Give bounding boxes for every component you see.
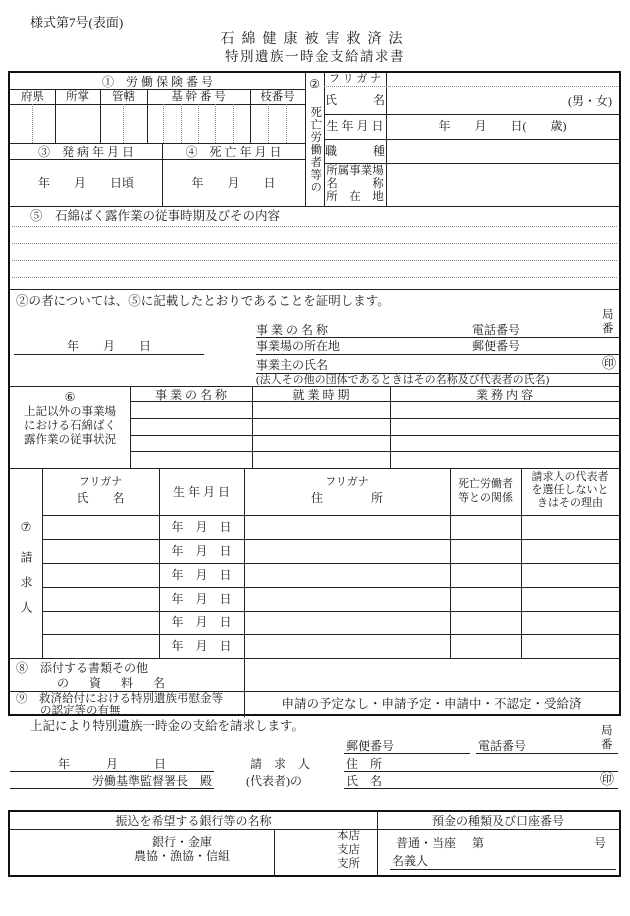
bank-table-header-left: 振込を希望する銀行等の名称 xyxy=(115,814,272,828)
claimant-label-1: 請 求 人 xyxy=(250,757,311,771)
application-status-options: 申請の予定なし・申請予定・申請中・不認定・受給済 xyxy=(281,697,582,711)
line xyxy=(10,658,619,659)
claimant-col-address: 住 所 xyxy=(310,491,383,505)
claimant-col-addr-furigana: フリガナ xyxy=(325,476,369,488)
kyoku-label: 局 xyxy=(602,309,614,321)
deceased-worker-side-label xyxy=(305,97,324,203)
death-date-title: ④ 死 亡 年 月 日 xyxy=(185,145,282,159)
base-number-field xyxy=(147,104,250,143)
postal-label: 郵便番号 xyxy=(346,739,395,753)
line xyxy=(10,159,305,160)
seal-mark: ㊞ xyxy=(602,357,616,372)
write-line xyxy=(344,753,470,754)
claimant-row-date: 年 月 日 xyxy=(171,544,232,558)
onset-date-title: ③ 発 病 年 月 日 xyxy=(37,145,134,159)
branch-number-field xyxy=(250,104,305,143)
ban-label: 番 xyxy=(602,323,614,335)
col-header-kankatsu: 管轄 xyxy=(112,91,135,103)
other-workplace-section-number: ⑥ xyxy=(64,390,76,404)
claimant-col-furigana: フリガナ xyxy=(78,476,123,488)
claimant-side-label-text: 請求人 xyxy=(19,550,33,626)
phone-label: 電話番号 xyxy=(478,739,527,753)
account-holder-label: 名義人 xyxy=(392,854,429,868)
relief-benefit-label-2: の認定等の有無 xyxy=(40,705,121,717)
write-line xyxy=(344,788,618,789)
line xyxy=(42,563,619,564)
digit-box xyxy=(147,104,163,143)
attached-documents-label-1: ⑧ 添付する書類その他 xyxy=(16,661,149,675)
col-header-jurisdiction-office: 所掌 xyxy=(66,91,89,103)
line xyxy=(324,163,619,164)
line xyxy=(324,139,619,140)
line xyxy=(10,468,619,469)
relief-benefit-label-1: ⑨ 救済給付における特別遺族弔慰金等 xyxy=(16,693,223,705)
line xyxy=(10,89,305,90)
digit-box xyxy=(10,104,32,143)
claimant-col-reason-1: 請求人の代表者 xyxy=(531,471,609,483)
digit-box xyxy=(163,104,180,143)
claimant-col-reason-2: を選任しないと xyxy=(531,484,609,496)
write-line xyxy=(344,771,618,772)
write-line xyxy=(10,771,214,772)
workplace-label-2: 名 称 xyxy=(326,178,384,190)
digit-box xyxy=(286,104,305,143)
claimant-col-reason-3: きはその理由 xyxy=(537,497,603,509)
line xyxy=(42,611,619,612)
bank-type-options-2: 農協・漁協・信組 xyxy=(133,849,230,863)
request-statement: 上記により特別遺族一時金の支給を請求します。 xyxy=(30,719,305,733)
writing-line xyxy=(12,277,617,278)
attached-documents-label-2: の 資 料 名 xyxy=(57,676,170,690)
occupation-label: 職 種 xyxy=(324,144,385,158)
claimant-row-date: 年 月 日 xyxy=(171,615,232,629)
deceased-worker-section-number: ② xyxy=(309,77,320,91)
main-form-table xyxy=(8,71,621,716)
other-workplace-label-1: 上記以外の事業場 xyxy=(24,406,116,418)
col-header-branch-number: 枝番号 xyxy=(260,91,295,103)
claimant-col-name: 氏 名 xyxy=(76,491,125,505)
labor-insurance-number-title: ① 労 働 保 険 番 号 xyxy=(101,75,213,89)
address-label: 住 所 xyxy=(346,757,383,771)
kankatsu-number-field xyxy=(100,104,147,143)
line xyxy=(10,206,619,207)
postal-label: 郵便番号 xyxy=(472,339,521,353)
certification-statement: ②の者については、⑤に記載したとおりであることを証明します。 xyxy=(16,294,390,308)
workplace-label-3: 所 在 地 xyxy=(326,191,384,203)
writing-line xyxy=(12,260,617,261)
other-workplace-label-3: 露作業の従事状況 xyxy=(24,434,116,446)
digit-box xyxy=(268,104,287,143)
labor-standards-office-label: 労働基準監督署長 殿 xyxy=(91,774,212,788)
digit-box xyxy=(55,104,100,143)
claimant-col-relation-2: 等との関係 xyxy=(458,492,513,504)
branch-option-1: 本店 xyxy=(337,830,360,842)
col-header-work-detail: 業 務 内 容 xyxy=(475,388,533,402)
claimant-col-birthdate: 生 年 月 日 xyxy=(172,485,230,499)
account-number-dai: 第 xyxy=(472,836,485,850)
prefecture-number-field xyxy=(10,104,55,143)
col-header-business-name: 事 業 の 名 称 xyxy=(154,388,227,402)
line xyxy=(130,451,619,452)
line xyxy=(10,143,305,144)
asbestos-exposure-title: ⑤ 石綿ばく露作業の従事時期及びその内容 xyxy=(30,209,281,223)
seal-mark: ㊞ xyxy=(600,773,614,788)
digit-box xyxy=(100,104,123,143)
claimant-row-date: 年 月 日 xyxy=(171,568,232,582)
write-line xyxy=(14,354,204,355)
write-line xyxy=(10,788,214,789)
col-header-prefecture: 府県 xyxy=(21,91,44,103)
line xyxy=(10,386,619,387)
writing-line xyxy=(12,226,617,227)
digit-box xyxy=(215,104,232,143)
line xyxy=(130,418,619,419)
digit-box xyxy=(198,104,215,143)
workplace-label-1: 所属事業場 xyxy=(326,165,384,177)
furigana-label: フ リ ガ ナ xyxy=(328,73,382,85)
bank-transfer-table xyxy=(8,810,621,877)
branch-option-3: 支所 xyxy=(337,858,360,870)
birthdate-field: 年 月 日( 歳) xyxy=(438,119,567,133)
line xyxy=(324,86,619,87)
col-header-base-number: 基 幹 番 号 xyxy=(171,91,226,103)
claimant-row-date: 年 月 日 xyxy=(171,639,232,653)
digit-box xyxy=(233,104,250,143)
write-line xyxy=(476,753,618,754)
col-header-employment-period: 就 業 時 期 xyxy=(292,388,350,402)
bank-table-header-right: 預金の種類及び口座番号 xyxy=(431,814,564,828)
business-name-label: 事 業 の 名 称 xyxy=(256,323,329,337)
digit-box xyxy=(250,104,268,143)
writing-line xyxy=(12,243,617,244)
claimant-row-date: 年 月 日 xyxy=(171,520,232,534)
employer-name-label: 事業主の氏名 xyxy=(256,358,329,372)
other-workplace-label-2: における石綿ばく xyxy=(24,420,116,432)
death-date-field: 年 月 日 xyxy=(191,176,276,190)
line xyxy=(42,587,619,588)
sex-note: (男・女) xyxy=(568,94,612,108)
line xyxy=(42,634,619,635)
name-label: 氏 名 xyxy=(324,93,385,107)
branch-option-2: 支店 xyxy=(337,844,360,856)
line xyxy=(42,539,619,540)
ban-label: 番 xyxy=(601,739,613,751)
request-date-field: 年 月 日 xyxy=(57,757,166,771)
write-line xyxy=(390,869,616,870)
line xyxy=(10,829,619,830)
account-number-go: 号 xyxy=(594,836,607,850)
certification-date-field: 年 月 日 xyxy=(66,339,151,353)
form-title-line1: 石綿健康被害救済法 xyxy=(220,32,410,47)
name-label: 氏 名 xyxy=(346,774,383,788)
onset-date-field: 年 月 日頃 xyxy=(37,176,134,190)
claimant-side-label xyxy=(10,543,42,633)
line xyxy=(42,515,619,516)
claimant-col-relation-1: 死亡労働者 xyxy=(458,478,513,490)
line xyxy=(10,691,619,692)
claimant-label-2: (代表者)の xyxy=(246,774,302,788)
write-line xyxy=(256,354,620,355)
account-type-options: 普通・当座 xyxy=(396,836,457,850)
digit-box xyxy=(181,104,198,143)
line xyxy=(130,435,619,436)
claimant-row-date: 年 月 日 xyxy=(171,592,232,606)
write-line xyxy=(256,337,620,338)
bank-type-options-1: 銀行・金庫 xyxy=(151,835,212,849)
form-title-line2: 特別遺族一時金支給請求書 xyxy=(225,49,405,64)
form-number: 様式第7号(表面) xyxy=(30,15,124,30)
digit-box xyxy=(32,104,55,143)
shosho-number-field xyxy=(55,104,100,143)
deceased-worker-side-label-text: 死亡労働者等の xyxy=(309,106,322,194)
line xyxy=(324,114,619,115)
kyoku-label: 局 xyxy=(601,725,613,737)
corporate-note: (法人その他の団体であるときはその名称及び代表者の氏名) xyxy=(256,374,550,386)
phone-label: 電話番号 xyxy=(472,323,521,337)
claimant-section-number: ⑦ xyxy=(20,520,32,534)
digit-box xyxy=(123,104,147,143)
line xyxy=(10,289,619,290)
birthdate-label: 生 年 月 日 xyxy=(326,119,384,133)
business-address-label: 事業場の所在地 xyxy=(256,339,341,353)
